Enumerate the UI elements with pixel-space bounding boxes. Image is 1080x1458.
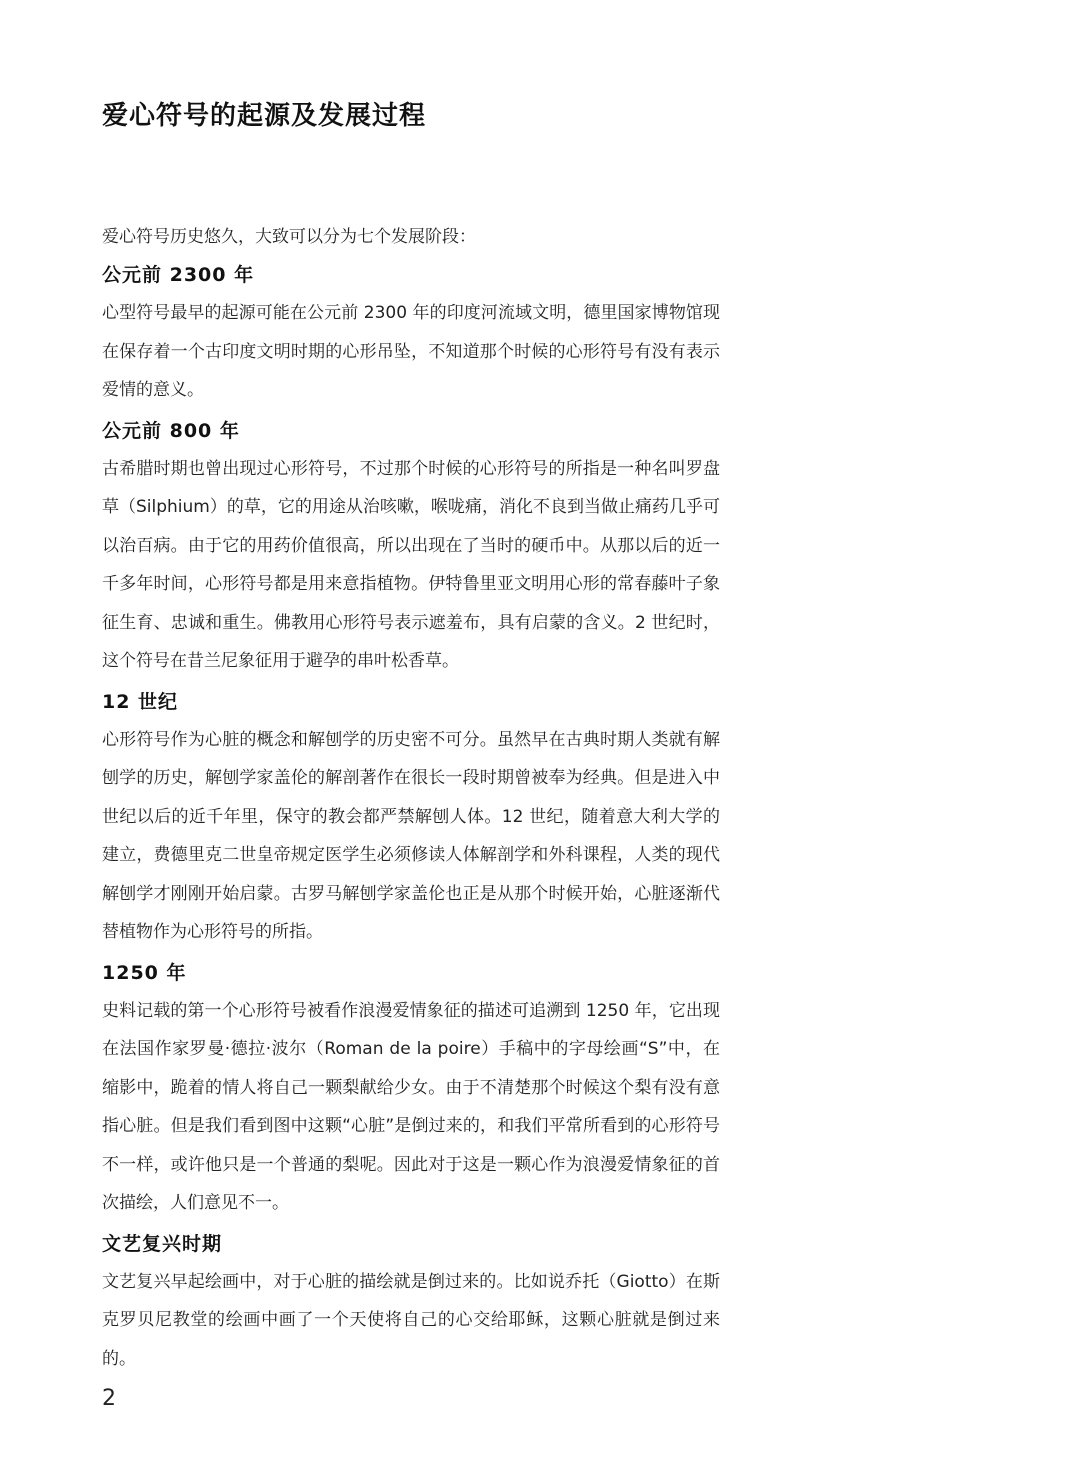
article-body <box>102 222 720 1384</box>
section-renaissance <box>102 1229 720 1379</box>
section-2300bc <box>102 260 720 410</box>
section-heading: 公元前 800 年 <box>102 419 240 442</box>
section-800bc <box>102 416 720 681</box>
section-heading: 1250 年 <box>102 961 187 984</box>
section-heading: 12 世纪 <box>102 690 179 713</box>
section-heading: 公元前 2300 年 <box>102 264 255 286</box>
section-heading: 文艺复兴时期 <box>102 1232 223 1255</box>
page-number: 2 <box>102 1386 116 1411</box>
page-title: 爱心符号的起源及发展过程 <box>102 101 427 131</box>
section-1250 <box>102 958 720 1223</box>
section-paragraph: 心形符号作为心脏的概念和解刨学的历史密不可分。虽然早在古典时期人类就有解刨学的历史，解刨学家盖伦的解剖著作在很长一段时期曾被奉为经典。但是进入中世纪以后的近千年里，保守的教会都严禁解刨人体。12 世纪，随着意大利大学的建立，费德里克二世皇帝规定医学生必须修读人体解剖学和外科课程，人类的现代解刨学才刚刚开始启蒙。古罗马解刨学家盖伦也正是从那个时候开始，心脏逐渐代替植物作为心形符号的所指。 <box>102 729 720 942</box>
section-paragraph: 文艺复兴早起绘画中，对于心脏的描绘就是倒过来的。比如说乔托（Giotto）在斯克罗贝尼教堂的绘画中画了一个天使将自己的心交给耶稣，这颗心脏就是倒过来的。 <box>102 1271 720 1369</box>
section-paragraph: 古希腊时期也曾出现过心形符号，不过那个时候的心形符号的所指是一种名叫罗盘草（Silphium）的草，它的用途从治咳嗽，喉咙痛，消化不良到当做止痛药几乎可以治百病。由于它的用药价值很高，所以出现在了当时的硬币中。从那以后的近一千多年时间，心形符号都是用来意指植物。伊特鲁里亚文明用心形的常春藤叶子象征生育、忠诚和重生。佛教用心形符号表示遮羞布，具有启蒙的含义。2 世纪时，这个符号在昔兰尼象征用于避孕的串叶松香草。 <box>102 458 720 671</box>
section-12th-century <box>102 687 720 952</box>
section-paragraph: 史料记载的第一个心形符号被看作浪漫爱情象征的描述可追溯到 1250 年，它出现在法国作家罗曼·德拉·波尔（Roman de la poire）手稿中的字母绘画“S”中，在缩影中，跪着的情人将自己一颗梨献给少女。由于不清楚那个时候这个梨有没有意指心脏。但是我们看到图中这颗“心脏”是倒过来的，和我们平常所看到的心形符号不一样，或许他只是一个普通的梨呢。因此对于这是一颗心作为浪漫爱情象征的首次描绘，人们意见不一。 <box>102 1000 720 1213</box>
section-paragraph: 心型符号最早的起源可能在公元前 2300 年的印度河流域文明，德里国家博物馆现在保存着一个古印度文明时期的心形吊坠，不知道那个时候的心形符号有没有表示爱情的意义。 <box>102 303 720 400</box>
intro-paragraph: 爱心符号历史悠久，大致可以分为七个发展阶段： <box>102 227 476 247</box>
